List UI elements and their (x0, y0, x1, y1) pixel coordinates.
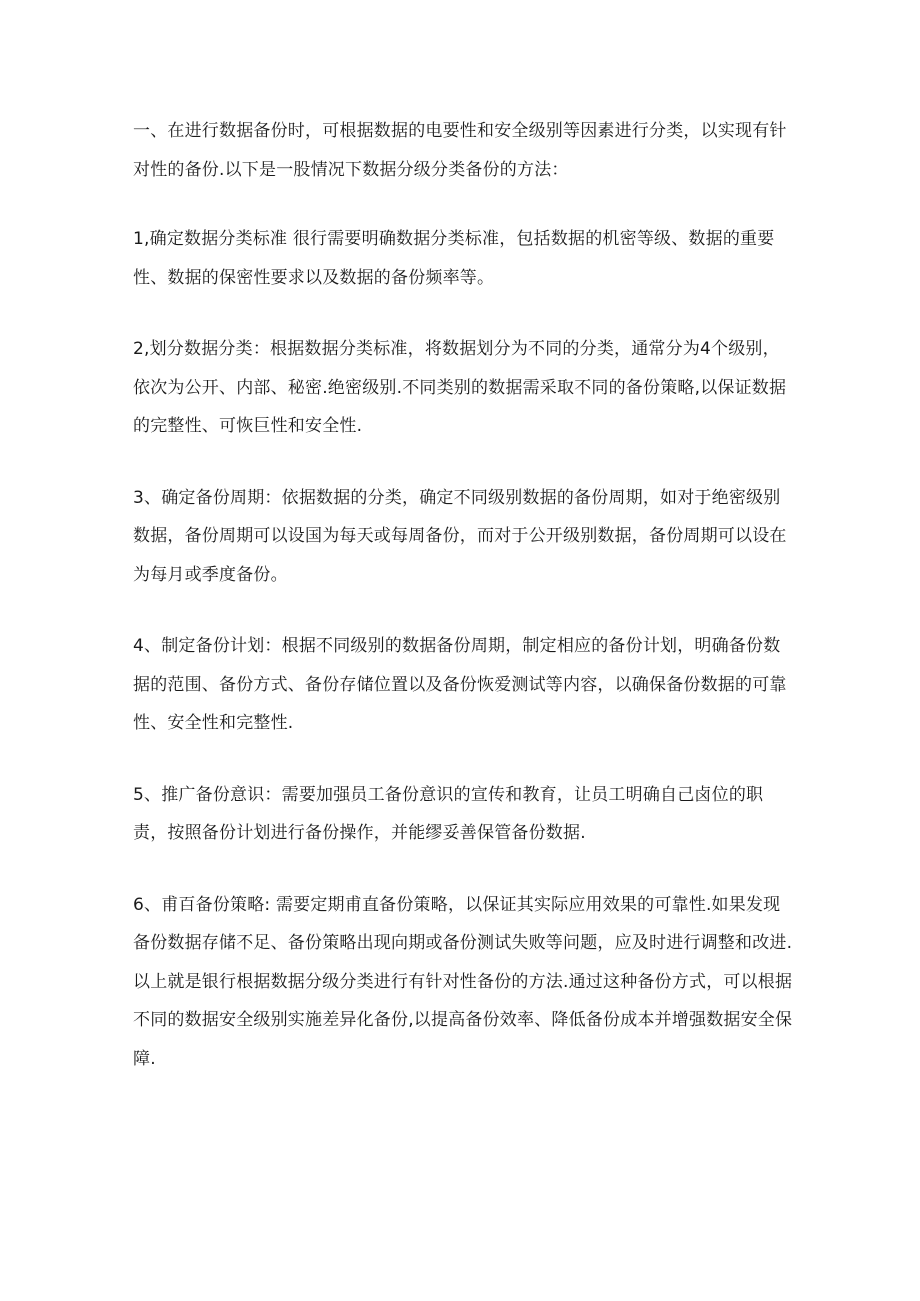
document-body (133, 112, 797, 1111)
paragraph-step-4: 4、制定备份计划：根据不同级别的数据备份周期，制定相应的备份计划，明确备份数据的范围、备份方式、备份存储位置以及备份恢爱测试等内容，以确保备份数据的可靠性、安全性和完整性. (133, 636, 787, 733)
paragraph-step-1: 1,确定数据分类标准 很行需要明确数据分类标准，包括数据的机密等级、数据的重要性、数据的保密性要求以及数据的备份频率等。 (133, 229, 775, 288)
paragraph-step-3: 3、确定备份周期：依据数据的分类，确定不同级别数据的备份周期，如对于绝密级别数据，备份周期可以设国为每天或每周备份，而对于公开级别数据，备份周期可以设在为每月或季度备份。 (133, 487, 787, 585)
paragraph-intro: 一、在进行数据备份时，可根据数据的电要性和安全级别等因素进行分类，以实现有针对性的备份.以下是一股情况下数据分级分类备份的方法： (133, 121, 787, 180)
paragraph-step-6: 6、甫百备份策略: 需要定期甫直备份策略，以保证其实际应用效果的可靠性.如果发现备份数据存储不足、备份策略出现向期或备份测试失败等问题，应及时进行调整和改进.以上就是银行根据数据分级分类进行有针对性备份的方法.通过这种备份方式，可以根据不同的数据安全级别实施差异化备份,以提高备份效率、降低备份成本并增强数据安全保障. (133, 894, 793, 1069)
paragraph-step-5: 5、推广备份意识：需要加强员工备份意识的宣传和教育，让员工明确自己卤位的职责，按照备份计划进行备份操作，并能缪妥善保管备份数据. (133, 784, 764, 843)
paragraph-step-2: 2,划分数据分类：根据数据分类标准，将数据划分为不同的分类，通常分为4个级别，依次为公开、内部、秘密.绝密级别.不同类别的数据需采取不同的备份策略,以保证数据的完整性、可恢巨性和安全性. (133, 339, 787, 436)
